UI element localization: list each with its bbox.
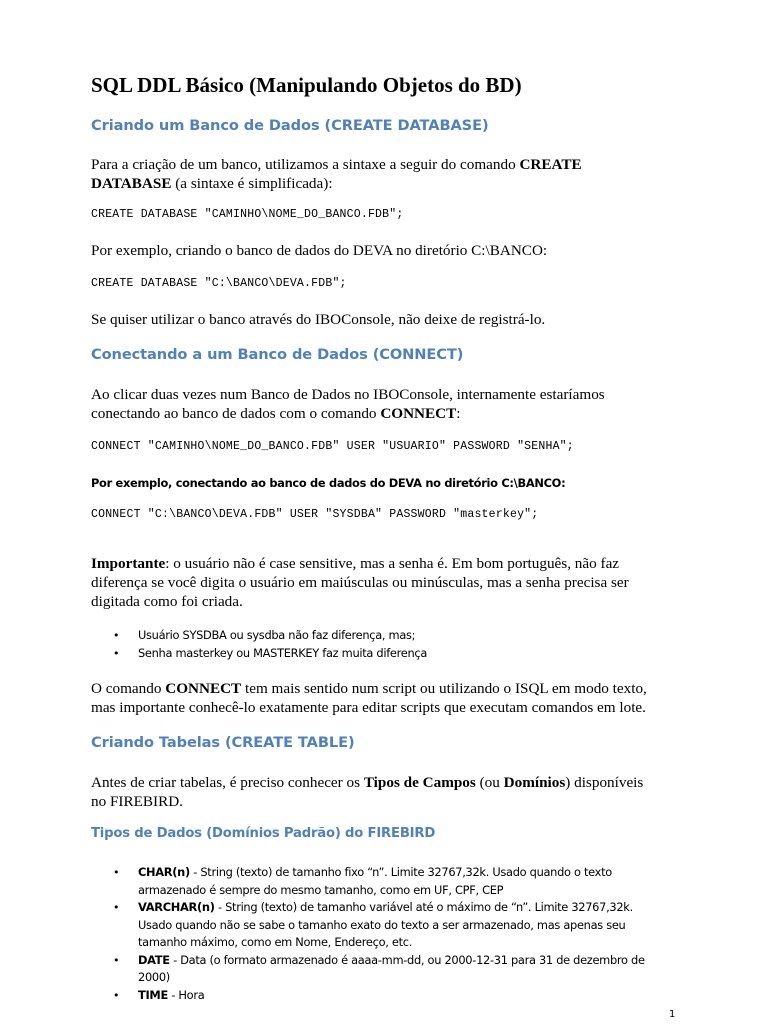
heading-data-types: Tipos de Dados (Domínios Padrão) do FIREBIRD bbox=[91, 826, 436, 841]
type-name: CHAR(n) bbox=[138, 865, 190, 879]
connect-script-note bbox=[91, 679, 651, 717]
list-item bbox=[113, 952, 661, 987]
type-description: - Data (o formato armazenado é aaaa-mm-dd, ou 2000-12-31 para 31 de dezembro de 2000) bbox=[138, 952, 645, 984]
page-title: SQL DDL Básico (Manipulando Objetos do BD) bbox=[91, 73, 522, 97]
heading-create-database: Criando um Banco de Dados (CREATE DATABASE) bbox=[91, 117, 489, 134]
list-item bbox=[113, 899, 661, 952]
connect-intro bbox=[91, 385, 651, 423]
create-database-example-text: Por exemplo, criando o banco de dados do DEVA no diretório C:\BANCO: bbox=[91, 242, 548, 259]
type-description: - Hora bbox=[167, 987, 205, 1002]
code-create-database-syntax: CREATE DATABASE "CAMINHO\NOME_DO_BANCO.FDB"; bbox=[91, 208, 404, 221]
page-number: 1 bbox=[669, 1009, 676, 1020]
code-connect-syntax: CONNECT "CAMINHO\NOME_DO_BANCO.FDB" USER "USUARIO" PASSWORD "SENHA"; bbox=[91, 440, 574, 453]
bold-run: Tipos de Campos bbox=[363, 774, 476, 791]
data-types-list bbox=[113, 864, 661, 1004]
bold-run: Importante bbox=[91, 555, 166, 572]
bold-run: CONNECT bbox=[165, 680, 242, 697]
text-run: (a sintaxe é simplificada): bbox=[171, 175, 333, 192]
case-sensitivity-list bbox=[113, 627, 427, 662]
text-run: O comando bbox=[91, 680, 166, 697]
text-run: (ou bbox=[475, 774, 504, 791]
type-description: - String (texto) de tamanho fixo “n”. Limite 32767,32k. Usado quando o texto armazenado é sempre do mesmo tamanho, como em UF, CPF, CEP bbox=[138, 865, 612, 897]
list-item: • Usuário SYSDBA ou sysdba não faz diferença, mas; bbox=[113, 627, 427, 645]
heading-create-table: Criando Tabelas (CREATE TABLE) bbox=[91, 734, 355, 751]
list-item bbox=[113, 864, 661, 899]
connect-example-text: Por exemplo, conectando ao banco de dados do DEVA no diretório C:\BANCO: bbox=[91, 476, 566, 490]
create-database-intro bbox=[91, 155, 651, 193]
type-name: VARCHAR(n) bbox=[138, 900, 215, 914]
code-create-database-example: CREATE DATABASE "C:\BANCO\DEVA.FDB"; bbox=[91, 277, 347, 290]
bold-run: CONNECT bbox=[380, 405, 457, 422]
text-run: : o usuário não é case sensitive, mas a senha é. Em bom português, não faz diferença se você digita o usuário em maiúsculas ou minúsculas, mas a senha precisa ser digitada como foi criada. bbox=[91, 555, 629, 610]
list-item: • Senha masterkey ou MASTERKEY faz muita diferença bbox=[113, 645, 427, 663]
text-run: tem mais sentido num script ou utilizando o ISQL em modo texto, mas importante conhecê-lo exatamente para editar scripts que executam comandos em lote. bbox=[91, 680, 647, 716]
text-run: Antes de criar tabelas, é preciso conhecer os bbox=[91, 774, 364, 791]
text-run: : bbox=[456, 405, 461, 422]
text-run: Para a criação de um banco, utilizamos a sintaxe a seguir do comando bbox=[91, 156, 520, 173]
text-run: ) disponíveis no FIREBIRD. bbox=[91, 774, 644, 810]
list-item bbox=[113, 987, 661, 1005]
heading-connect: Conectando a um Banco de Dados (CONNECT) bbox=[91, 346, 464, 363]
type-description: - String (texto) de tamanho variável até o máximo de “n”. Limite 32767,32k. Usado quando não se sabe o tamanho exato do texto a ser armazenado, mas apenas seu tamanho máximo, como em Nome, Endereço, etc. bbox=[138, 900, 633, 949]
text-run: Ao clicar duas vezes num Banco de Dados no IBOConsole, internamente estaríamos conectando ao banco de dados com o comando bbox=[91, 386, 605, 422]
create-table-intro bbox=[91, 773, 651, 811]
type-name: TIME bbox=[138, 987, 168, 1002]
bold-run: CREATE DATABASE bbox=[91, 156, 582, 192]
type-name: DATE bbox=[138, 952, 170, 967]
bold-run: Domínios bbox=[503, 774, 566, 791]
code-connect-example: CONNECT "C:\BANCO\DEVA.FDB" USER "SYSDBA" PASSWORD "masterkey"; bbox=[91, 508, 539, 521]
register-note: Se quiser utilizar o banco através do IBOConsole, não deixe de registrá-lo. bbox=[91, 311, 546, 328]
important-note bbox=[91, 554, 651, 611]
